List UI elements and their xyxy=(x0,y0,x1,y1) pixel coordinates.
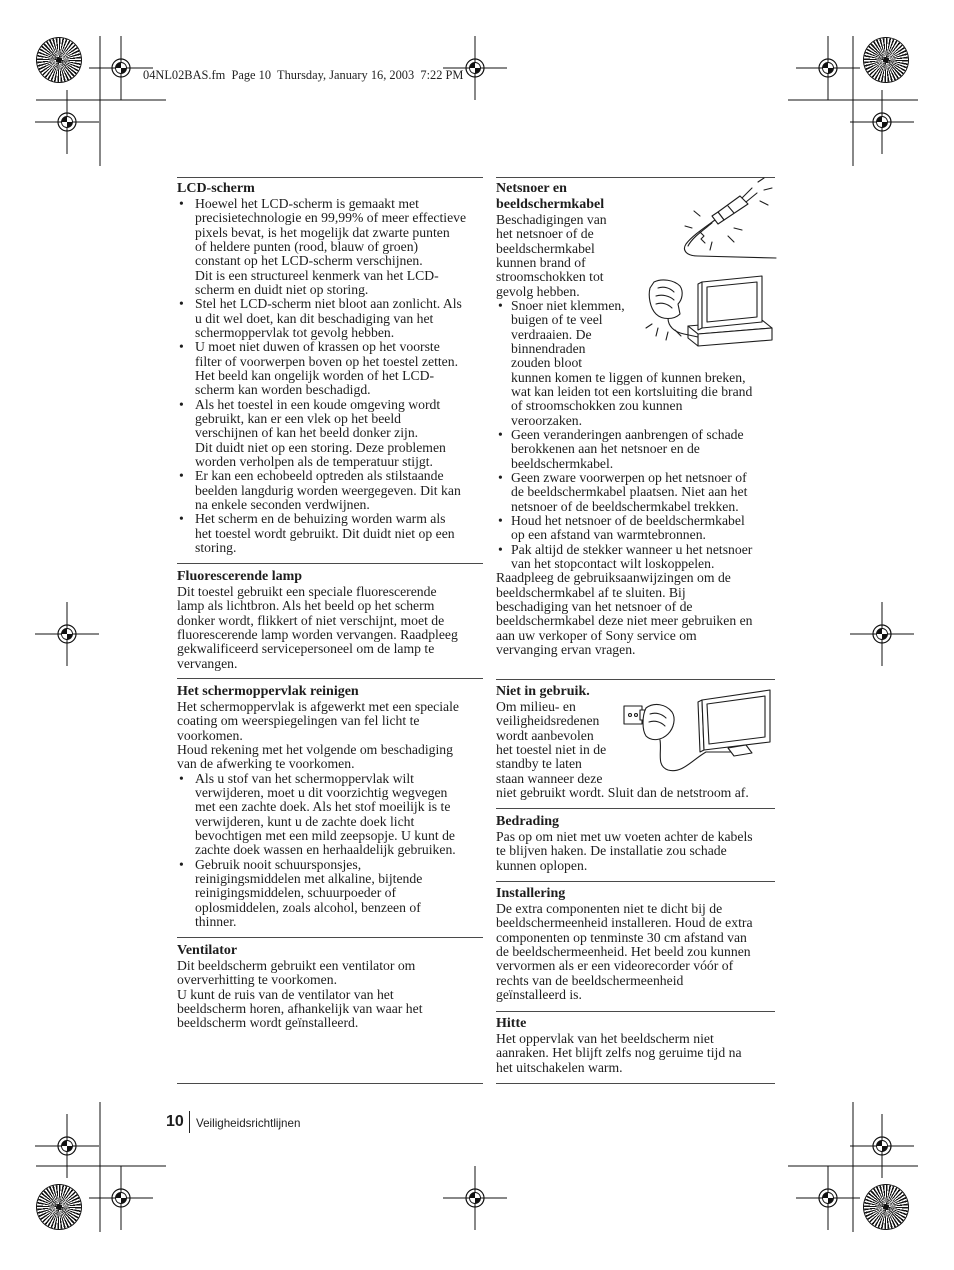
text-line: Geen zware voorwerpen op het netsnoer of xyxy=(511,469,747,485)
paragraph xyxy=(177,700,482,743)
text-line: aanraken. Het blijft zelfs nog geruime tijd na xyxy=(496,1045,742,1061)
bullet-marker: • xyxy=(498,541,503,557)
registration-target xyxy=(796,36,860,100)
text-line: stroomschokken tot xyxy=(496,269,604,285)
text-line: na enkele seconden verdwijnen. xyxy=(195,496,370,512)
text-line: Om milieu- en xyxy=(496,699,576,714)
paragraph xyxy=(496,571,775,657)
text-line: Houd rekening met het volgende om beschadiging xyxy=(177,741,453,757)
text-line: gekwalificeerd servicepersoneel om de lamp te xyxy=(177,641,435,657)
bullet-item xyxy=(177,469,482,512)
text-line: gevolg hebben. xyxy=(496,283,580,299)
text-line: bevochtigen met een mild zeepsopje. U kunt de xyxy=(195,827,455,843)
registration-target xyxy=(443,1166,507,1230)
wall-socket xyxy=(624,706,642,724)
registration-target xyxy=(35,1114,99,1178)
section-rule xyxy=(177,937,483,938)
text-line: met een zachte doek. Als het stof moeilijk is te xyxy=(195,799,451,815)
text-line: vervanging ervan vragen. xyxy=(496,641,636,657)
section-rule xyxy=(496,881,775,882)
text-line: oplosmiddelen, zoals alcohol, benzeen of xyxy=(195,899,421,915)
text-line: storing. xyxy=(195,539,237,555)
text-line: Dit beeldscherm gebruikt een ventilator om xyxy=(177,958,416,973)
text-line: standby te laten xyxy=(496,756,582,772)
text-line: of stroomschokken zou kunnen xyxy=(511,398,683,414)
bullet-item xyxy=(496,428,775,471)
text-line: beeldschermkabel af te sluiten. Bij xyxy=(496,584,686,600)
section-rule xyxy=(496,808,775,809)
power-plug xyxy=(712,188,757,224)
section-heading: Installering xyxy=(496,886,566,901)
bullet-item xyxy=(177,340,482,397)
bullet-item xyxy=(496,543,775,572)
text-line: fluorescerende lamp worden vervangen. Raadpleeg xyxy=(177,626,458,642)
text-line: reinigingsmiddelen, schuurpoeder of xyxy=(195,885,397,901)
hand xyxy=(649,280,682,319)
section-rule xyxy=(177,678,483,679)
section-heading: Niet in gebruik. xyxy=(496,684,590,699)
text-line: zouden bloot xyxy=(511,355,583,371)
tv-cord-pull-illustration xyxy=(644,274,774,348)
section-rule xyxy=(496,1011,775,1012)
text-line: beeldscherm horen, afhankelijk van waar het xyxy=(177,1000,423,1016)
text-line: veroorzaken. xyxy=(511,412,583,428)
text-line: Dit duidt niet op een storing. Deze problemen xyxy=(195,439,446,455)
starburst-mark xyxy=(37,38,81,82)
text-line: niet gebruikt wordt. Sluit dan de netstroom af. xyxy=(496,784,749,800)
text-line: Dit is een structureel kenmerk van het LCD- xyxy=(195,267,439,283)
text-line: verdraaien. De xyxy=(511,326,592,342)
section-installering xyxy=(496,886,775,1002)
section-bedrading xyxy=(496,814,775,873)
section-heading: LCD-scherm xyxy=(177,181,255,196)
text-line: scherm kan worden beschadigd. xyxy=(195,382,371,398)
text-line: Het scherm en de behuizing worden warm als xyxy=(195,511,446,527)
text-line: vervormen als er een videorecorder vóór of xyxy=(496,958,734,974)
bullet-marker: • xyxy=(179,856,184,872)
text-line: het netsnoer of de xyxy=(496,226,594,242)
text-line: het uitschakelen warm. xyxy=(496,1059,623,1075)
text-line: voorkomen. xyxy=(177,727,243,743)
text-line: wordt aanbevolen xyxy=(496,727,594,743)
text-line: netsnoer of de beeldschermkabel trekken. xyxy=(511,498,739,514)
text-line: wat kan leiden tot een kortsluiting die brand xyxy=(511,383,753,399)
text-line: beschadiging van het netsnoer of de xyxy=(496,598,693,614)
bullet-marker: • xyxy=(179,296,184,312)
text-line: kunnen oplopen. xyxy=(496,857,588,873)
text-line: of heldere punten (rood, blauw of groen) xyxy=(195,238,419,254)
text-line: Pas op om niet met uw voeten achter de kabels xyxy=(496,829,753,844)
text-line: U kunt de ruis van de ventilator van het xyxy=(177,986,394,1002)
damage-sparks xyxy=(646,324,681,340)
print-header: 04NL02BAS.fm Page 10 Thursday, January 16, 2003 7:22 PM xyxy=(143,68,464,82)
text-line: Het oppervlak van het beeldscherm niet xyxy=(496,1031,714,1046)
text-line: kunnen komen te liggen of kunnen breken, xyxy=(511,369,746,385)
bullet-marker: • xyxy=(498,297,503,313)
text-line: oververhitting te voorkomen. xyxy=(177,972,338,988)
column-bottom-rule xyxy=(496,1083,775,1084)
text-line: Raadpleeg de gebruiksaanwijzingen om de xyxy=(496,570,731,586)
paragraph xyxy=(177,959,482,988)
cord-kink xyxy=(700,232,705,243)
text-line: te blijven haken. De installatie zou schade xyxy=(496,843,727,859)
bullet-marker: • xyxy=(179,396,184,412)
bullet-item xyxy=(496,471,775,514)
damaged-power-cord-illustration xyxy=(672,176,778,268)
section-ventilator xyxy=(177,943,482,1031)
starburst-mark xyxy=(37,1185,81,1229)
text-line: Hoewel het LCD-scherm is gemaakt met xyxy=(195,196,419,211)
text-line: lamp als lichtbron. Als het beeld op het scherm xyxy=(177,598,435,614)
text-line: staan wanneer deze xyxy=(496,770,603,786)
bullet-marker: • xyxy=(179,468,184,484)
text-line: Pak altijd de stekker wanneer u het netsnoer xyxy=(511,541,753,557)
text-line: beeldschermkabel deze niet meer gebruiken en xyxy=(496,613,753,629)
text-line: geïnstalleerd is. xyxy=(496,986,582,1002)
text-line: vervangen. xyxy=(177,655,238,671)
text-line: reinigingsmiddelen met alkaline, bijtende xyxy=(195,870,423,886)
text-line: beeldscherm wordt geïnstalleerd. xyxy=(177,1015,359,1031)
text-line: Beschadigingen van xyxy=(496,212,607,227)
text-line: pixels bevat, is het mogelijk dat zwarte punten xyxy=(195,224,450,240)
text-line: verschijnen of kan het beeld donker zijn. xyxy=(195,425,419,441)
registration-target xyxy=(796,1166,860,1230)
text-line: gebruikt, kan er een vlek op het beeld xyxy=(195,410,401,426)
bullet-item xyxy=(177,197,482,297)
paragraph xyxy=(177,743,482,772)
section-heading: Hitte xyxy=(496,1016,527,1031)
section-rule xyxy=(177,563,483,564)
bullet-marker: • xyxy=(179,511,184,527)
tv xyxy=(698,690,770,756)
text-line: constant op het LCD-scherm verschijnen. xyxy=(195,253,423,269)
text-line: Houd het netsnoer of de beeldschermkabel xyxy=(511,512,745,528)
bullet-marker: • xyxy=(179,339,184,355)
text-line: het toestel wordt gebruikt. Dit duidt niet op een xyxy=(195,525,455,541)
section-heading: Fluorescerende lamp xyxy=(177,569,303,584)
text-line: filter of voorwerpen boven op het toestel zetten. xyxy=(195,353,459,369)
section-heading: Het schermoppervlak reinigen xyxy=(177,684,359,699)
text-line: precisietechnologie en 99,99% of meer effectieve xyxy=(195,210,467,226)
page-number: 10 xyxy=(166,1113,184,1130)
bullet-marker: • xyxy=(498,426,503,442)
text-line: Stel het LCD-scherm niet bloot aan zonlicht. Als xyxy=(195,296,462,312)
section-heading: Ventilator xyxy=(177,943,238,958)
text-line: binnendraden xyxy=(511,340,586,356)
text-line: coating om weerspiegelingen van fel licht te xyxy=(177,713,420,729)
text-line: beeldschermeenheid installeren. Houd de extra xyxy=(496,915,753,931)
text-line: rechts van de beeldschermeenheid xyxy=(496,972,684,988)
text-line: Geen veranderingen aanbrengen of schade xyxy=(511,426,744,442)
section-hitte xyxy=(496,1016,775,1075)
text-line: Er kan een echobeeld optreden als stilstaande xyxy=(195,468,444,484)
column-bottom-rule xyxy=(177,1083,483,1084)
text-line: beeldschermkabel xyxy=(496,240,595,256)
footer-section-title: Veiligheidsrichtlijnen xyxy=(196,1117,301,1130)
text-line: Het beeld kan ongelijk worden of het LCD- xyxy=(195,367,435,383)
bullet-item xyxy=(177,398,482,470)
text-line: aan uw verkoper of Sony service om xyxy=(496,627,697,643)
section-schermoppervlak-reinigen xyxy=(177,684,482,929)
text-line: thinner. xyxy=(195,913,237,929)
text-line: verwijderen, kunt u de zachte doek licht xyxy=(195,813,415,829)
bullet-item xyxy=(496,514,775,543)
text-line: veiligheidsredenen xyxy=(496,713,600,729)
section-heading: Bedrading xyxy=(496,814,560,829)
text-line: worden verholpen als de temperatuur stijgt. xyxy=(195,453,433,469)
text-line: van de afwerking te voorkomen. xyxy=(177,756,355,772)
text-line: verwijderen, moet u dit voorzichtig wegvegen xyxy=(195,784,448,800)
hand xyxy=(643,705,674,740)
text-line: kunnen brand of xyxy=(496,254,586,270)
bullet-marker: • xyxy=(498,512,503,528)
text-line: Gebruik nooit schuursponsjes, xyxy=(195,856,362,872)
section-rule xyxy=(496,679,775,680)
registration-target xyxy=(35,602,99,666)
footer-divider xyxy=(189,1111,190,1133)
section-heading: Netsnoer en xyxy=(496,181,567,196)
paragraph xyxy=(177,988,482,1031)
registration-target xyxy=(850,602,914,666)
section-rule xyxy=(177,177,483,178)
text-line: componenten op tenminste 30 cm afstand van xyxy=(496,929,747,945)
registration-target xyxy=(850,1114,914,1178)
text-line: Als u stof van het schermoppervlak wilt xyxy=(195,770,414,786)
text-line: beelden langdurig worden weergegeven. Dit kan xyxy=(195,482,461,498)
unplug-tv-illustration xyxy=(620,686,776,778)
paragraph xyxy=(496,1032,775,1075)
starburst-mark xyxy=(864,1185,908,1229)
section-heading: beeldschermkabel xyxy=(496,197,605,212)
text-line: zachte doek wassen en herhaaldelijk gebruiken. xyxy=(195,842,456,858)
starburst-mark xyxy=(864,38,908,82)
text-line: donker wordt, flikkert of niet verschijnt, moet de xyxy=(177,612,445,628)
bullet-item xyxy=(177,858,482,930)
text-line: Dit toestel gebruikt een speciale fluorescerende xyxy=(177,584,437,599)
text-line: u dit wel doet, kan dit beschadiging van het xyxy=(195,310,434,326)
bullet-item xyxy=(177,512,482,555)
text-line: op een afstand van warmtebronnen. xyxy=(511,527,706,543)
tv-screen xyxy=(698,276,762,330)
bullet-marker: • xyxy=(179,196,184,211)
text-line: de beeldschermkabel plaatsen. Niet aan het xyxy=(511,484,748,500)
text-line: de beeldschermeenheid. Het beeld zou kunnen xyxy=(496,943,751,959)
paragraph xyxy=(177,585,482,671)
text-line: scherm en duidt niet op storing. xyxy=(195,281,369,297)
text-line: schermoppervlak tot gevolg hebben. xyxy=(195,324,395,340)
bullet-item xyxy=(177,772,482,858)
text-line: De extra componenten niet te dicht bij de xyxy=(496,901,723,916)
text-line: berokkenen aan het netsnoer en de xyxy=(511,441,700,457)
bullet-marker: • xyxy=(179,770,184,786)
text-line: buigen of te veel xyxy=(511,312,603,328)
text-line: Het schermoppervlak is afgewerkt met een speciale xyxy=(177,699,459,714)
text-line: van het stopcontact wilt loskoppelen. xyxy=(511,555,715,571)
registration-target xyxy=(89,1166,153,1230)
text-line: U moet niet duwen of krassen op het voorste xyxy=(195,339,440,355)
text-line: beeldschermkabel. xyxy=(511,455,614,471)
text-line: Als het toestel in een koude omgeving wordt xyxy=(195,396,441,412)
text-line: Snoer niet klemmen, xyxy=(511,297,625,313)
section-lcd-scherm xyxy=(177,181,482,555)
bullet-item xyxy=(177,297,482,340)
paragraph xyxy=(496,830,775,873)
bullet-marker: • xyxy=(498,469,503,485)
text-line: het toestel niet in de xyxy=(496,741,607,757)
paragraph xyxy=(496,902,775,1002)
section-fluorescerende-lamp xyxy=(177,569,482,671)
